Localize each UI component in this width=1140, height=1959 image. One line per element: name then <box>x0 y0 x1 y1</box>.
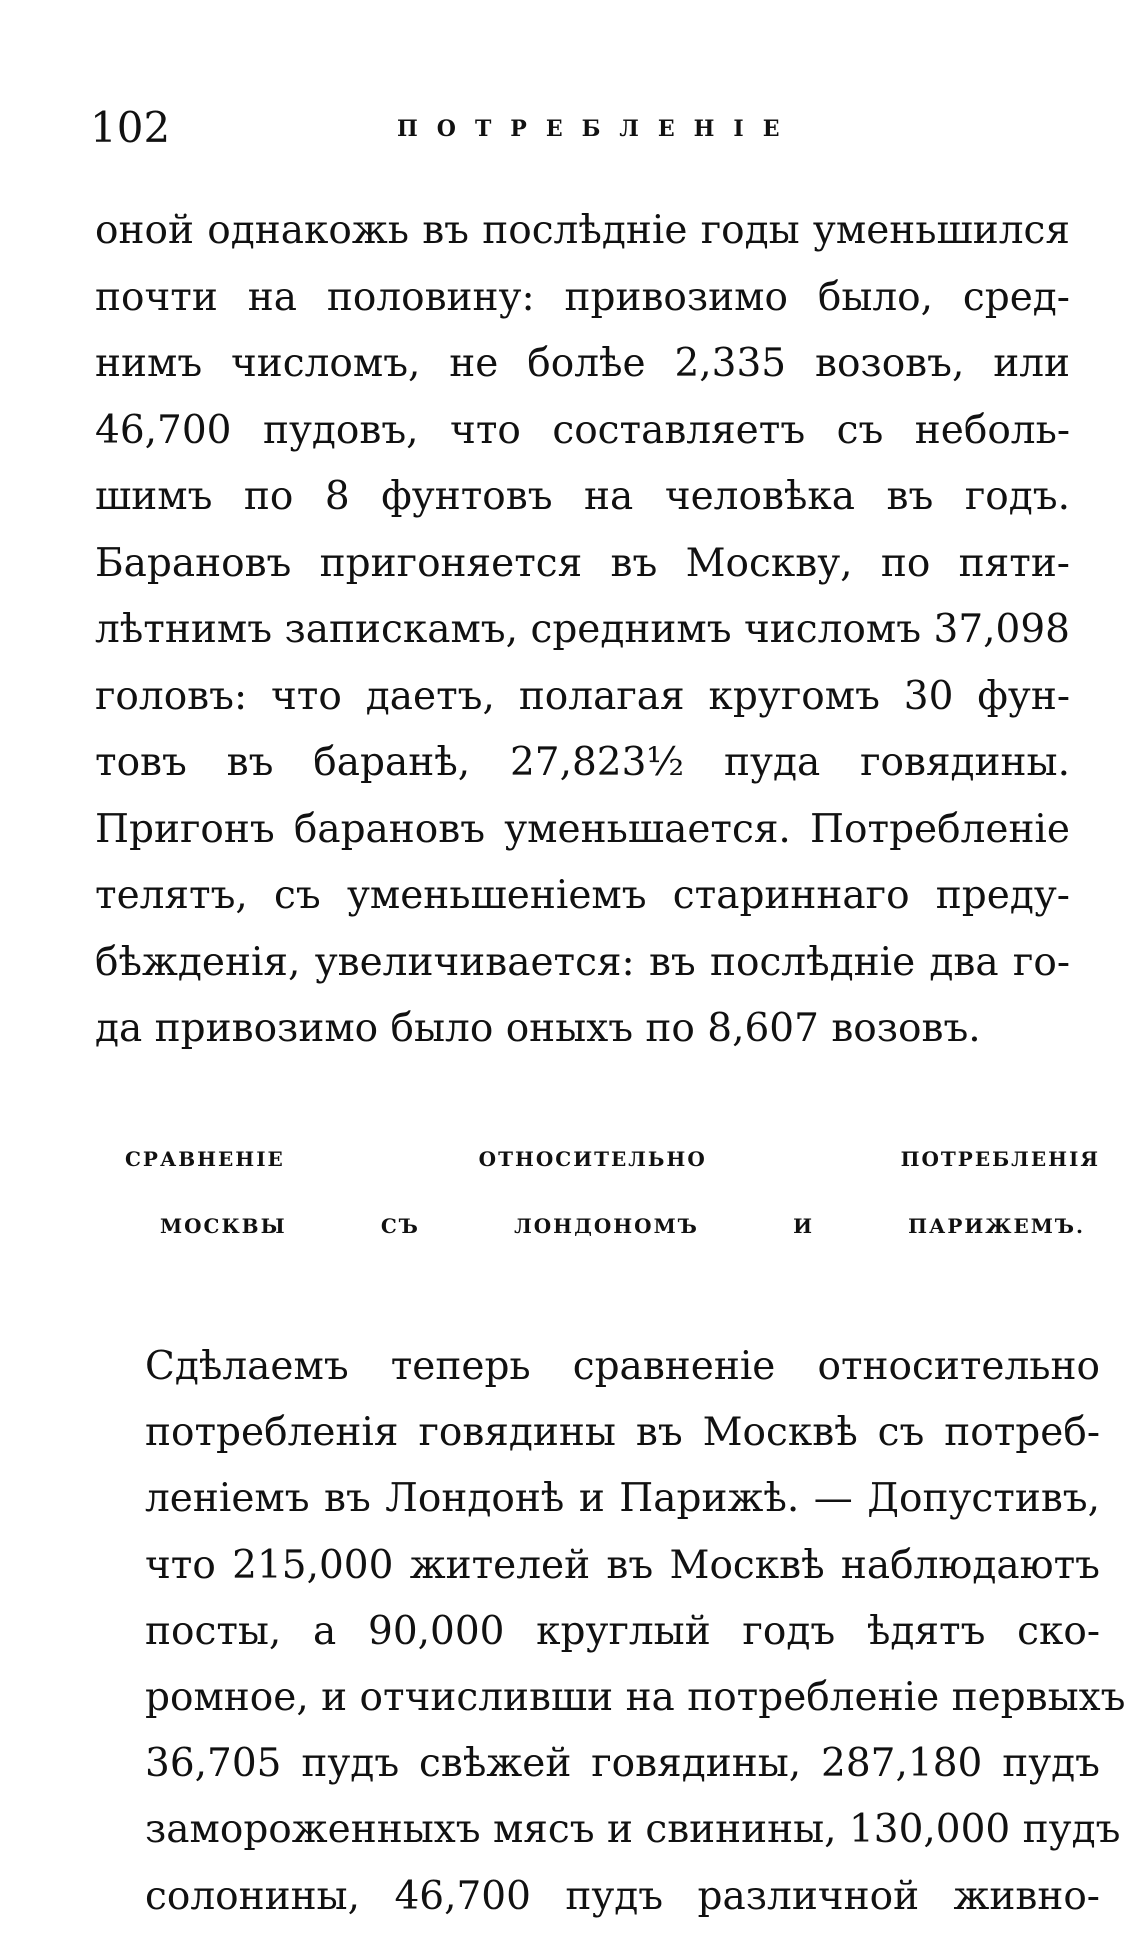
section-heading-line-1: СРАВНЕНІЕ ОТНОСИТЕЛЬНО ПОТРЕБЛЕНІЯ <box>125 1147 1100 1171</box>
text-line: Пригонъ барановъ уменьшается. Потребленіе <box>95 806 1070 852</box>
text-line: товъ въ баранѣ, 27,823½ пуда говядины. <box>95 740 1070 785</box>
text-line: потребленія говядины въ Москвѣ съ потреб- <box>145 1410 1100 1456</box>
text-line: телятъ, съ уменьшеніемъ стариннаго преду- <box>95 873 1070 918</box>
text-line: ромное, и отчисливши на потребленіе первыхъ <box>145 1674 1126 1720</box>
text-line: нимъ числомъ, не болѣе 2,335 возовъ, или <box>95 341 1070 386</box>
paragraph-consumption <box>95 198 1070 1063</box>
text-line: посты, а 90,000 круглый годъ ѣдятъ ско- <box>145 1608 1100 1654</box>
page-number: 102 <box>90 103 171 152</box>
text-line: что 215,000 жителей въ Москвѣ наблюдаютъ <box>145 1542 1100 1588</box>
text-line: Сдѣлаемъ теперь сравненіе относительно <box>145 1344 1100 1389</box>
text-line: солонины, 46,700 пудъ различной живно- <box>145 1873 1100 1919</box>
text-line: леніемъ въ Лондонѣ и Парижѣ. — Допустивъ, <box>145 1476 1100 1522</box>
page-header <box>90 98 1090 158</box>
text-line: лѣтнимъ запискамъ, среднимъ числомъ 37,098 <box>95 607 1070 652</box>
text-line: бѣжденія, увеличивается: въ послѣдніе два го- <box>95 939 1070 985</box>
running-title: ПОТРЕБЛЕНІЕ <box>397 116 799 142</box>
text-line: оной однакожь въ послѣдніе годы уменьшился <box>95 208 1070 253</box>
paragraph-comparison <box>145 1334 1126 1930</box>
text-line: 46,700 пудовъ, что составляетъ съ неболь- <box>95 407 1070 453</box>
text-line: Барановъ пригоняется въ Москву, по пяти- <box>95 540 1070 586</box>
text-line: головъ: что даетъ, полагая кругомъ 30 фун- <box>95 673 1070 719</box>
text-line: замороженныхъ мясъ и свинины, 130,000 пудъ <box>145 1807 1121 1853</box>
text-line: шимъ по 8 фунтовъ на человѣка въ годъ. <box>95 474 1070 519</box>
text-line: 36,705 пудъ свѣжей говядины, 287,180 пудъ <box>145 1741 1100 1787</box>
section-heading-line-2: МОСКВЫ СЪ ЛОНДОНОМЪ И ПАРИЖЕМЪ. <box>160 1214 1085 1238</box>
text-line: почти на половину: привозимо было, сред- <box>95 274 1070 320</box>
text-line: да привозимо было оныхъ по 8,607 возовъ. <box>95 1006 981 1051</box>
